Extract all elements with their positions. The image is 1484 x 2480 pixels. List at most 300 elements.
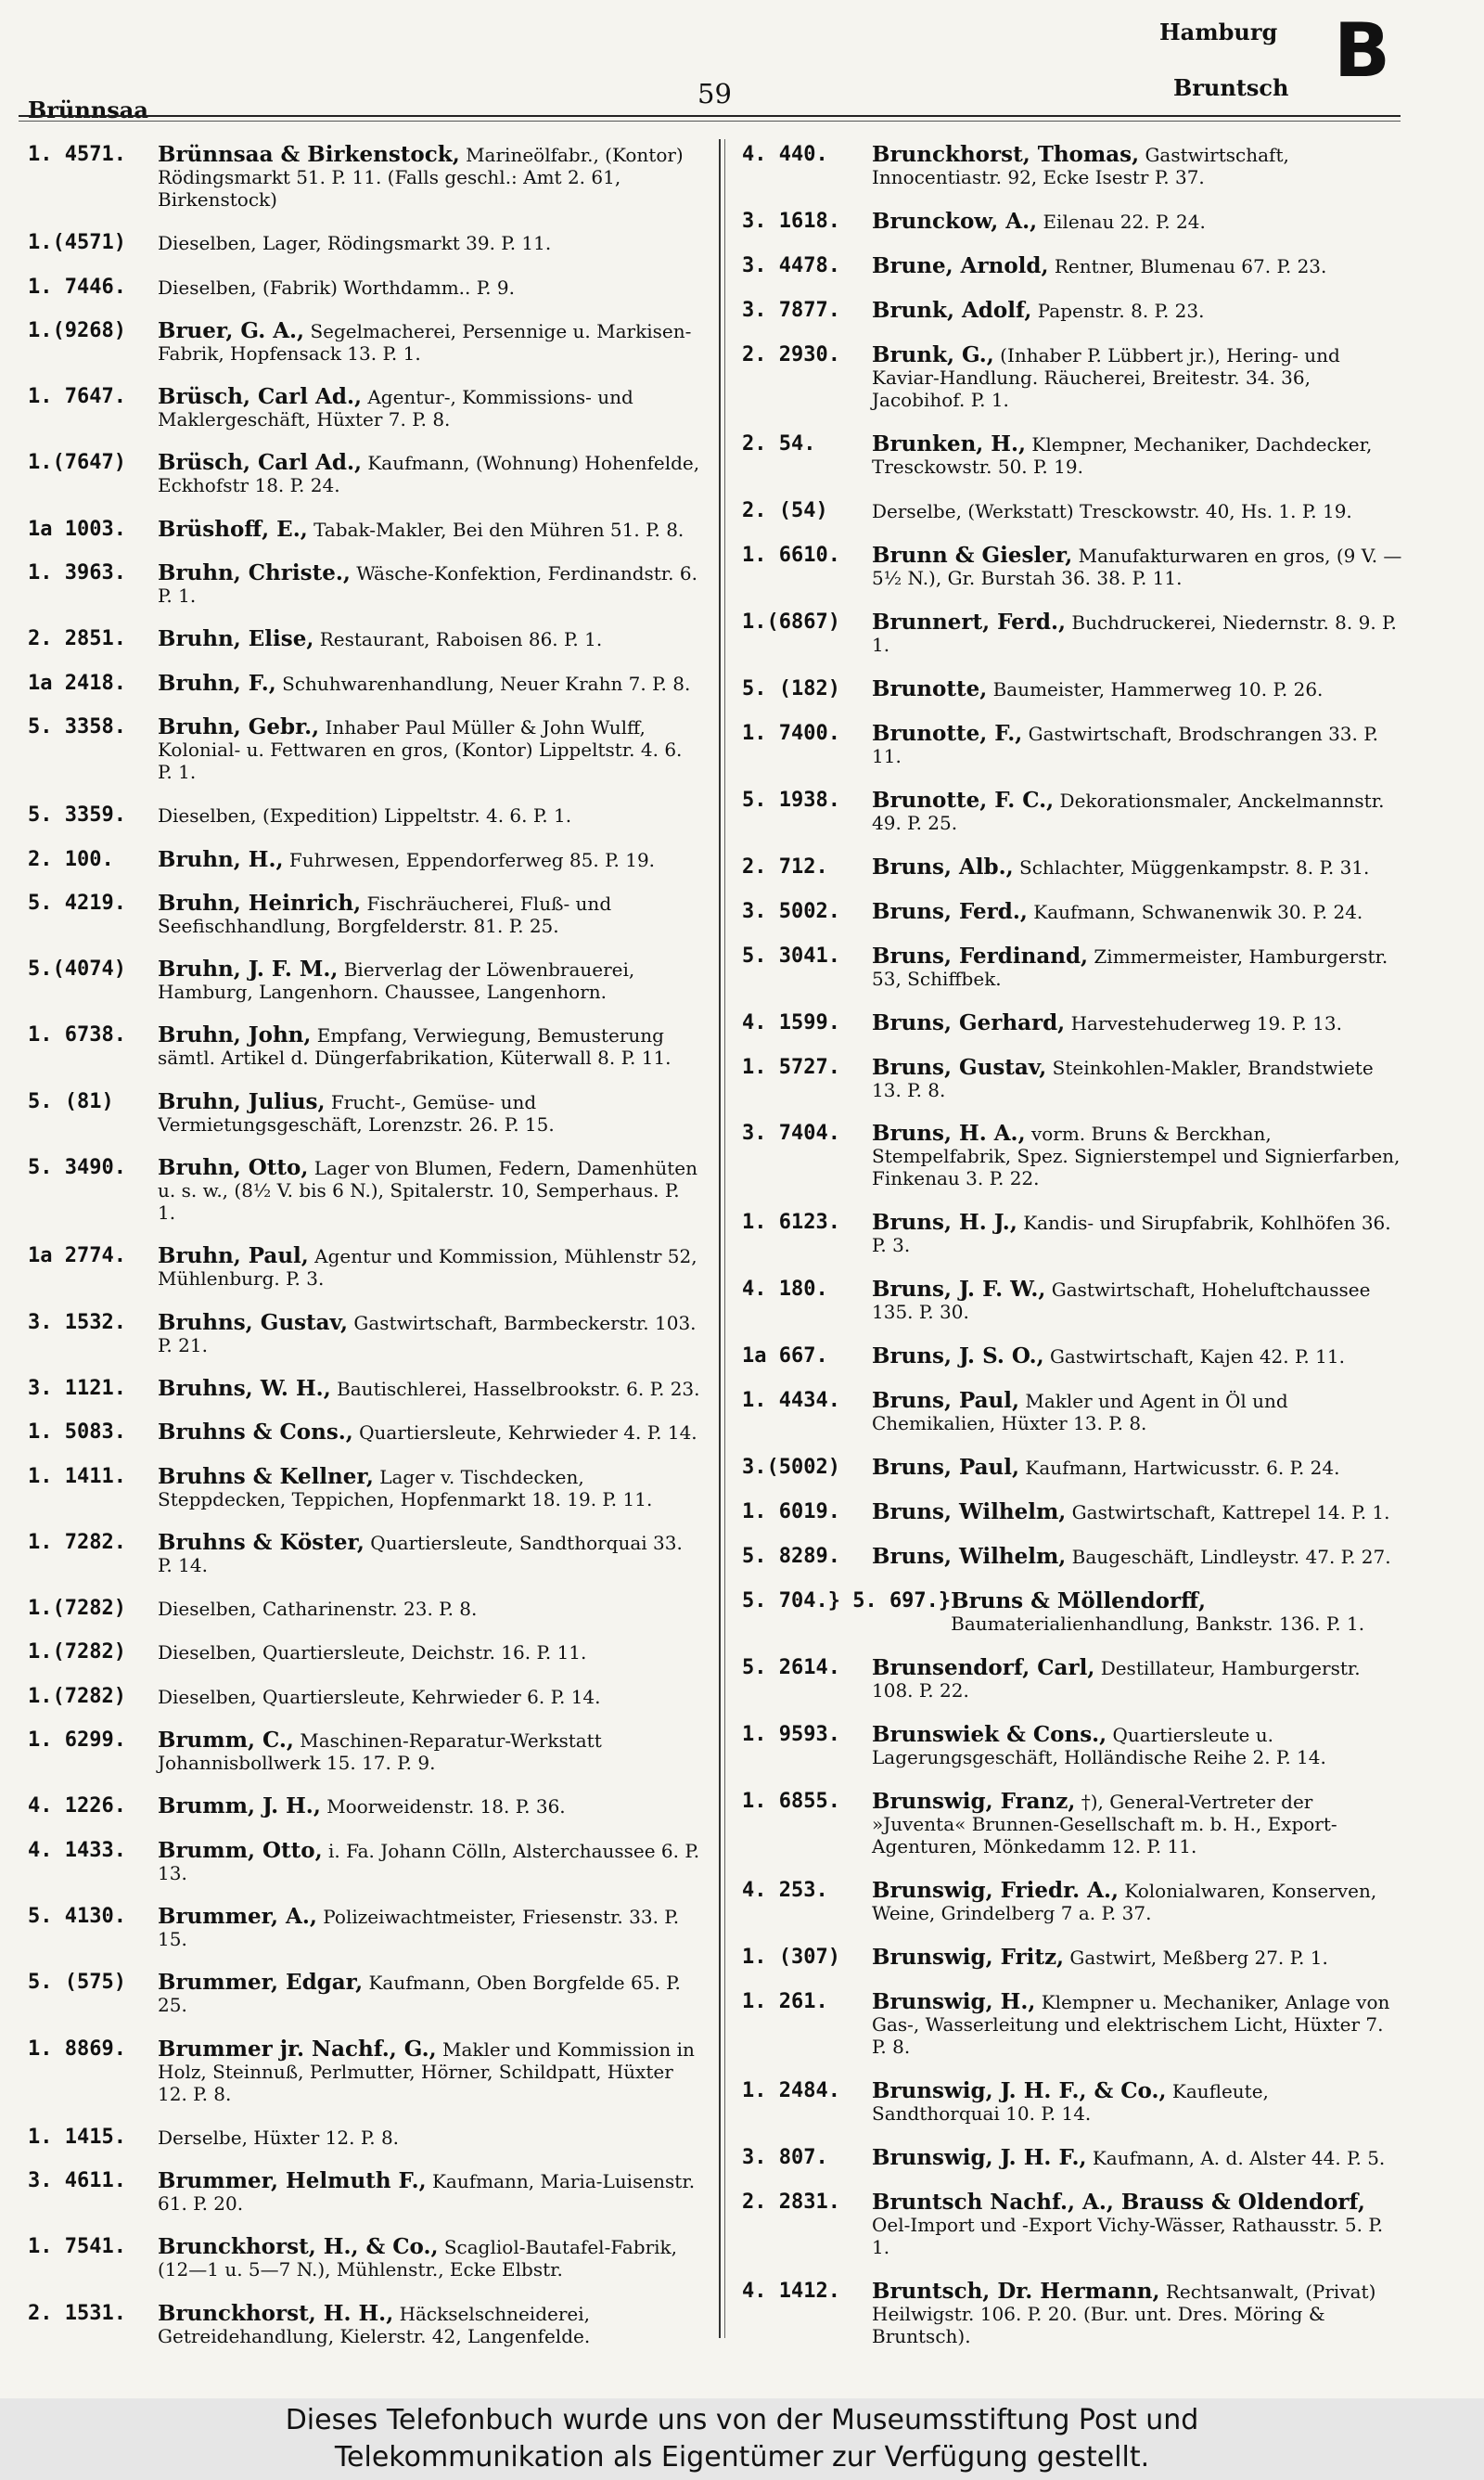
phone-number: 1. 7400. — [742, 721, 840, 745]
directory-entry — [742, 1880, 1402, 1924]
phone-number: 1.(6867) — [742, 610, 840, 634]
subscriber-details: Agentur-, Kommissions- und Maklergeschäft, Hüxter 7. P. 8. — [158, 386, 633, 431]
entry-body — [872, 542, 1402, 589]
subscriber-details: Makler und Agent in Öl und Chemikalien, Hüxter 13. P. 8. — [872, 1390, 1288, 1435]
entry-body — [872, 1279, 1402, 1323]
directory-entry — [28, 386, 700, 430]
directory-entry — [742, 1791, 1402, 1857]
entry-body — [872, 2080, 1402, 2125]
entry-body — [872, 856, 1402, 879]
subscriber-details: Oel-Import und -Export Vichy-Wässer, Rathausstr. 5. P. 1. — [872, 2213, 1384, 2258]
entry-body — [158, 1972, 700, 2016]
subscriber-details: Klempner u. Mechaniker, Anlage von Gas-, Wasserleitung und elektrischem Licht, Hüxter 7. P. 8. — [872, 1991, 1390, 2059]
directory-entry — [28, 958, 700, 1003]
subscriber-details: Dieselben, Quartiersleute, Kehrwieder 6. P. 14. — [158, 1685, 601, 1708]
phone-number: 1a 2418. — [28, 671, 126, 695]
directory-entry — [28, 516, 700, 542]
phone-number: 5. 1938. — [742, 788, 840, 812]
subscriber-details: Häckselschneiderei, Getreidehandlung, Kielerstr. 42, Langenfelde. — [158, 2302, 591, 2347]
subscriber-name: Bruhn, Heinrich, — [158, 890, 362, 916]
subscriber-details: Harvestehuderweg 19. P. 13. — [1070, 1011, 1342, 1034]
subscriber-details: Scagliol-Bautafel-Fabrik, (12—1 u. 5—7 N.), Mühlenstr., Ecke Elbstr. — [158, 2236, 678, 2281]
subscriber-name: Bruhn, John, — [158, 1022, 312, 1048]
directory-entry — [742, 945, 1402, 990]
subscriber-details: Kaufmann, A. d. Alster 44. P. 5. — [1092, 2146, 1386, 2169]
subscriber-name: Bruntsch, Dr. Hermann, — [872, 2278, 1160, 2304]
entry-body — [158, 452, 700, 496]
directory-entry — [28, 2300, 700, 2347]
subscriber-details: Moorweidenstr. 18. P. 36. — [326, 1795, 566, 1818]
phone-number: 5.(4074) — [28, 957, 126, 982]
phone-number: 3. 4478. — [742, 253, 840, 277]
subscriber-details: Gastwirtschaft, Brodschrangen 33. P. 11. — [872, 722, 1378, 767]
entry-body — [158, 958, 700, 1003]
subscriber-name: Bruhns & Kellner, — [158, 1463, 374, 1489]
directory-entry — [742, 144, 1402, 188]
subscriber-name: Brumm, C., — [158, 1728, 294, 1754]
subscriber-details: Eilenau 22. P. 24. — [1043, 210, 1206, 233]
subscriber-name: Bruns, H. A., — [872, 1121, 1026, 1147]
entry-body — [158, 2300, 700, 2347]
subscriber-details: i. Fa. Johann Cölln, Alsterchaussee 6. P. 13. — [158, 1839, 700, 1884]
subscriber-name: Brumm, J. H., — [158, 1793, 321, 1819]
subscriber-details: Steinkohlen-Makler, Brandstwiete 13. P. 8. — [872, 1056, 1374, 1101]
subscriber-name: Bruns & Möllendorff, — [951, 1588, 1206, 1614]
subscriber-details: Gastwirtschaft, Hoheluftchaussee 135. P. 30. — [872, 1279, 1371, 1324]
phone-number: 3. 5002. — [742, 899, 840, 923]
phone-number: 1. 2484. — [742, 2079, 840, 2102]
directory-entry — [742, 542, 1402, 589]
directory-entry — [742, 500, 1402, 522]
subscriber-name: Bruns, Wilhelm, — [872, 1499, 1067, 1525]
directory-entry — [28, 1375, 700, 1401]
directory-entry — [28, 1529, 700, 1576]
phone-number: 1.(7282) — [28, 1597, 126, 1621]
directory-entry — [28, 1157, 700, 1224]
entry-body — [158, 1729, 700, 1774]
subscriber-name: Brunnert, Ferd., — [872, 609, 1067, 635]
directory-entry — [28, 713, 700, 783]
entry-body — [872, 787, 1402, 834]
directory-entry — [28, 1088, 700, 1136]
phone-number: 4. 253. — [742, 1879, 828, 1903]
phone-number: 1a 1003. — [28, 517, 126, 541]
entry-body — [872, 1724, 1402, 1768]
directory-entry — [28, 804, 700, 827]
entry-body — [872, 720, 1402, 767]
phone-number: 1. 261. — [742, 1990, 828, 2014]
phone-number: 2. 2930. — [742, 342, 840, 366]
subscriber-name: Brunk, Adolf, — [872, 297, 1032, 323]
subscriber-name: Brunckhorst, H., & Co., — [158, 2234, 439, 2260]
directory-entry — [28, 2170, 700, 2215]
subscriber-name: Brünnsaa & Birkenstock, — [158, 142, 460, 167]
phone-number: 1.(7282) — [28, 1684, 126, 1708]
directory-entry — [28, 562, 700, 607]
entry-body — [872, 1991, 1402, 2058]
subscriber-name: Bruhns & Köster, — [158, 1529, 365, 1555]
subscriber-name: Brunswig, Franz, — [872, 1789, 1076, 1815]
directory-entry — [28, 1245, 700, 1290]
subscriber-name: Brüsch, Carl Ad., — [158, 450, 362, 476]
subscriber-details: Baumaterialienhandlung, Bankstr. 136. P. 1. — [951, 1613, 1365, 1636]
phone-number: 3. 7404. — [742, 1122, 840, 1146]
phone-number: 5. 4219. — [28, 891, 126, 915]
running-head-left: Brünnsaa — [28, 96, 148, 123]
subscriber-name: Brunotte, F., — [872, 720, 1023, 746]
subscriber-details: Derselbe, (Werkstatt) Tresckowstr. 40, Hs. 1. P. 19. — [872, 499, 1352, 522]
subscriber-details: Destillateur, Hamburgerstr. 108. P. 22. — [872, 1657, 1361, 1703]
subscriber-details: Rentner, Blumenau 67. P. 23. — [1054, 254, 1327, 277]
phone-number: 1. 7647. — [28, 385, 126, 409]
entry-body — [872, 252, 1402, 278]
subscriber-details: Segelmacherei, Persennige u. Markisen-Fabrik, Hopfensack 13. P. 1. — [158, 319, 692, 365]
subscriber-name: Bruhn, Julius, — [158, 1088, 326, 1114]
phone-number: 1. 1415. — [28, 2125, 126, 2149]
subscriber-name: Brüsch, Carl Ad., — [158, 384, 362, 410]
phone-number: 1. 5727. — [742, 1055, 840, 1079]
directory-entry — [742, 1657, 1402, 1702]
subscriber-name: Bruhns, Gustav, — [158, 1309, 349, 1335]
subscriber-details: Baugeschäft, Lindleystr. 47. P. 27. — [1071, 1546, 1391, 1569]
phone-number: 2. 54. — [742, 431, 816, 456]
subscriber-details: Restaurant, Raboisen 86. P. 1. — [319, 628, 603, 651]
entry-body — [872, 1880, 1402, 1924]
directory-entry — [742, 1054, 1402, 1101]
phone-number: 3.(5002) — [742, 1456, 840, 1480]
subscriber-name: Bruns, Alb., — [872, 854, 1014, 880]
subscriber-name: Bruhn, Gebr., — [158, 713, 320, 739]
subscriber-name: Bruns, Ferd., — [872, 898, 1028, 924]
directory-entry — [28, 1729, 700, 1774]
subscriber-details: Empfang, Verwiegung, Bemusterung sämtl. Artikel d. Düngerfabrikation, Küterwall 8. P. 11. — [158, 1024, 672, 1070]
subscriber-details: Kaufmann, Hartwicusstr. 6. P. 24. — [1025, 1457, 1340, 1480]
entry-body — [872, 675, 1402, 701]
subscriber-name: Brummer, Edgar, — [158, 1970, 364, 1996]
phone-number: 4. 180. — [742, 1278, 828, 1302]
subscriber-name: Brunswig, J. H. F., — [872, 2144, 1087, 2170]
directory-entry — [742, 1279, 1402, 1323]
subscriber-name: Brunk, G., — [872, 341, 994, 367]
subscriber-details: Dieselben, Quartiersleute, Deichstr. 16. P. 11. — [158, 1641, 587, 1664]
entry-body — [158, 804, 700, 827]
directory-entry — [742, 1009, 1402, 1035]
directory-entry — [28, 1972, 700, 2016]
subscriber-details: Fuhrwesen, Eppendorferweg 85. P. 19. — [288, 848, 656, 871]
entry-body — [872, 208, 1402, 234]
subscriber-details: Zimmermeister, Hamburgerstr. 53, Schiffbek. — [872, 944, 1388, 990]
entry-body — [158, 1088, 700, 1136]
footer-line-1: Dieses Telefonbuch wurde uns von der Museumsstiftung Post und — [285, 2404, 1199, 2436]
directory-entry — [742, 1390, 1402, 1434]
subscriber-details: Makler und Kommission in Holz, Steinnuß, Perlmutter, Hörner, Schildpatt, Hüxter 12. P. 8. — [158, 2037, 695, 2105]
entry-body — [872, 144, 1402, 188]
subscriber-name: Brummer jr. Nachf., G., — [158, 2036, 437, 2062]
subscriber-name: Brunotte, F. C., — [872, 787, 1055, 813]
subscriber-name: Bruhns, W. H., — [158, 1375, 331, 1401]
subscriber-details: Gastwirtschaft, Barmbeckerstr. 103. P. 21. — [158, 1311, 697, 1356]
subscriber-details: Manufakturwaren en gros, (9 V. — 5½ N.), Gr. Burstah 36. 38. P. 11. — [872, 544, 1402, 589]
subscriber-details: Schuhwarenhandlung, Neuer Krahn 7. P. 8. — [282, 672, 691, 695]
subscriber-name: Brunswiek & Cons., — [872, 1722, 1107, 1748]
header-rule-thin — [19, 121, 1401, 122]
entry-body — [872, 611, 1402, 656]
directory-entry — [28, 846, 700, 872]
subscriber-details: Kaufmann, Oben Borgfelde 65. P. 25. — [158, 1972, 681, 2017]
directory-entry — [742, 611, 1402, 656]
phone-number: 5. (182) — [742, 676, 840, 700]
subscriber-name: Brunsendorf, Carl, — [872, 1655, 1095, 1681]
entry-body — [872, 1657, 1402, 1702]
phone-number: 3. 1121. — [28, 1376, 126, 1400]
directory-entry — [742, 2278, 1402, 2347]
entry-body — [872, 1123, 1402, 1189]
phone-number: 3. 4611. — [28, 2169, 126, 2193]
subscriber-name: Bruhn, J. F. M., — [158, 957, 339, 983]
phone-number: 4. 1412. — [742, 2279, 840, 2303]
directory-entry — [28, 276, 700, 299]
entry-body — [158, 1837, 700, 1884]
phone-number: 5. (81) — [28, 1089, 114, 1113]
left-column — [28, 144, 700, 2347]
phone-number: 5. 3358. — [28, 714, 126, 739]
phone-number: 4. 1599. — [742, 1010, 840, 1034]
subscriber-name: Bruhns & Cons., — [158, 1420, 353, 1446]
directory-entry — [742, 1212, 1402, 1256]
subscriber-details: Gastwirt, Meßberg 27. P. 1. — [1069, 1947, 1328, 1970]
phone-number: 1. 5083. — [28, 1420, 126, 1445]
directory-entry — [742, 252, 1402, 278]
entry-body — [158, 276, 700, 299]
subscriber-name: Bruhn, Paul, — [158, 1243, 309, 1269]
directory-entry — [28, 890, 700, 937]
directory-entry — [28, 2127, 700, 2149]
directory-entry — [742, 1501, 1402, 1523]
phone-number: 5. 8289. — [742, 1545, 840, 1569]
phone-number: 1. 3963. — [28, 561, 126, 585]
entry-body — [158, 317, 700, 365]
subscriber-name: Bruns, Paul, — [872, 1388, 1020, 1414]
directory-entry — [28, 144, 700, 211]
subscriber-name: Bruer, G. A., — [158, 317, 305, 343]
entry-body — [158, 1463, 700, 1510]
directory-entry — [742, 341, 1402, 411]
subscriber-details: Lager v. Tischdecken, Steppdecken, Teppichen, Hopfenmarkt 18. 19. P. 11. — [158, 1465, 653, 1510]
subscriber-name: Brüshoff, E., — [158, 516, 308, 542]
phone-number: 4. 1433. — [28, 1838, 126, 1862]
entry-body — [872, 500, 1402, 522]
footer-line-2: Telekommunikation als Eigentümer zur Verfügung gestellt. — [334, 2441, 1150, 2474]
subscriber-details: Klempner, Mechaniker, Dachdecker, Tresckowstr. 50. P. 19. — [872, 432, 1373, 478]
phone-number: 1. 6299. — [28, 1728, 126, 1753]
subscriber-name: Brunswig, Fritz, — [872, 1945, 1065, 1971]
directory-entry — [28, 1421, 700, 1444]
subscriber-name: Brunckhorst, H. H., — [158, 2300, 394, 2326]
subscriber-name: Brunswig, J. H. F., & Co., — [872, 2078, 1167, 2103]
phone-number: 1. 7541. — [28, 2235, 126, 2259]
entry-body — [872, 1791, 1402, 1857]
directory-entry — [742, 720, 1402, 767]
entry-body — [158, 1375, 700, 1401]
running-head-right: Bruntsch — [1173, 74, 1289, 101]
phone-number: 2. 2851. — [28, 627, 126, 651]
entry-body — [872, 1947, 1402, 1969]
subscriber-name: Brunotte, — [872, 675, 988, 701]
subscriber-name: Bruns, H. J., — [872, 1210, 1017, 1236]
running-head-city: Hamburg — [1159, 19, 1278, 45]
entry-body — [872, 297, 1402, 323]
entry-body — [872, 341, 1402, 411]
entry-body — [158, 1686, 700, 1708]
phone-number: 1.(4571) — [28, 231, 126, 255]
subscriber-details: Frucht-, Gemüse- und Vermietungsgeschäft, Lorenzstr. 26. P. 15. — [158, 1090, 555, 1136]
phone-number: 5. 2614. — [742, 1656, 840, 1680]
phone-number: 2. 2831. — [742, 2190, 840, 2214]
subscriber-details: Quartiersleute u. Lagerungsgeschäft, Holländische Reihe 2. P. 14. — [872, 1724, 1326, 1769]
subscriber-name: Brummer, Helmuth F., — [158, 2168, 427, 2194]
entry-body — [872, 1501, 1402, 1523]
directory-entry — [28, 2236, 700, 2281]
directory-entry — [742, 1546, 1402, 1568]
subscriber-details: Bautischlerei, Hasselbrookstr. 6. P. 23. — [337, 1377, 700, 1400]
directory-entry — [742, 1947, 1402, 1969]
phone-number: 1. 6019. — [742, 1500, 840, 1524]
phone-number: 5. 3359. — [28, 803, 126, 828]
subscriber-details: Fischräucherei, Fluß- und Seefischhandlung, Borgfelderstr. 81. P. 25. — [158, 892, 612, 937]
directory-entry — [28, 1024, 700, 1069]
entry-body — [872, 1390, 1402, 1434]
phone-number: 5. 4130. — [28, 1904, 126, 1928]
subscriber-name: Brunckhorst, Thomas, — [872, 142, 1140, 167]
phone-number: 2. (54) — [742, 498, 828, 522]
subscriber-name: Bruns, Wilhelm, — [872, 1544, 1067, 1570]
phone-number: 1a 667. — [742, 1344, 828, 1368]
page-number: 59 — [697, 78, 732, 109]
subscriber-details: vorm. Bruns & Berckhan, Stempelfabrik, Spez. Signierstempel und Signierfarben, Finkenau 3. P. 22. — [872, 1123, 1401, 1190]
directory-entry — [742, 2144, 1402, 2170]
directory-entry — [742, 1123, 1402, 1189]
entry-body — [872, 1345, 1402, 1368]
subscriber-details: Dieselben, (Expedition) Lippeltstr. 4. 6. P. 1. — [158, 804, 572, 828]
entry-body — [158, 2236, 700, 2281]
phone-number: 1. 6610. — [742, 543, 840, 567]
phone-number: 1a 2774. — [28, 1244, 126, 1268]
subscriber-name: Bruhn, Otto, — [158, 1155, 309, 1181]
subscriber-name: Bruhn, Christe., — [158, 560, 351, 586]
footer-notice — [0, 2398, 1484, 2480]
directory-entry — [742, 2191, 1402, 2258]
directory-entry — [28, 670, 700, 696]
entry-body — [158, 386, 700, 430]
directory-entry — [28, 1795, 700, 1818]
subscriber-name: Brune, Arnold, — [872, 252, 1049, 278]
subscriber-details: Bierverlag der Löwenbrauerei, Hamburg, Langenhorn. Chaussee, Langenhorn. — [158, 958, 635, 1004]
entry-body — [158, 1309, 700, 1356]
phone-number: 1.(9268) — [28, 318, 126, 342]
directory-entry — [742, 787, 1402, 834]
directory-entry — [28, 1837, 700, 1884]
phone-number: 3. 807. — [742, 2145, 828, 2169]
phone-number: 1. 7282. — [28, 1530, 126, 1554]
subscriber-details: Kolonialwaren, Konserven, Weine, Grindelberg 7 a. P. 37. — [872, 1880, 1377, 1925]
directory-entry — [28, 1309, 700, 1356]
subscriber-details: Derselbe, Hüxter 12. P. 8. — [158, 2126, 400, 2149]
subscriber-details: Marineölfabr., (Kontor) Rödingsmarkt 51. P. 11. (Falls geschl.: Amt 2. 61, Birkenstock) — [158, 144, 684, 211]
subscriber-name: Brunken, H., — [872, 430, 1027, 456]
subscriber-name: Bruns, Paul, — [872, 1455, 1020, 1481]
phone-number: 1. 1411. — [28, 1464, 126, 1488]
phone-number: 5. 704.} 5. 697.} — [742, 1589, 952, 1613]
entry-body — [872, 1054, 1402, 1101]
directory-entry — [742, 1345, 1402, 1368]
directory-entry — [742, 430, 1402, 478]
subscriber-name: Bruns, J. S. O., — [872, 1343, 1044, 1369]
subscriber-details: Wäsche-Konfektion, Ferdinandstr. 6. P. 1. — [158, 562, 697, 608]
directory-entry — [28, 317, 700, 365]
directory-entry — [742, 1457, 1402, 1479]
subscriber-details: (Inhaber P. Lübbert jr.), Hering- und Kaviar-Handlung. Räucherei, Breitestr. 34. 36, Jacobihof. P. 1. — [872, 343, 1340, 411]
entry-body — [158, 516, 700, 542]
column-divider-thin — [724, 139, 725, 2338]
directory-entry — [28, 1903, 700, 1950]
subscriber-details: Maschinen-Reparatur-Werkstatt Johannisbollwerk 15. 17. P. 9. — [158, 1729, 602, 1775]
phone-number: 4. 440. — [742, 143, 828, 166]
directory-entry — [28, 628, 700, 650]
directory-entry — [742, 1991, 1402, 2058]
phone-number: 2. 1531. — [28, 2301, 126, 2325]
subscriber-name: Bruhn, H., — [158, 846, 284, 872]
entry-body — [158, 1421, 700, 1444]
entry-body — [158, 1024, 700, 1069]
phone-number: 3. 7877. — [742, 298, 840, 322]
phone-number: 1. 4434. — [742, 1389, 840, 1413]
subscriber-details: Quartiersleute, Sandthorquai 33. P. 14. — [158, 1531, 683, 1576]
entry-body — [872, 1009, 1402, 1035]
entry-body — [158, 1157, 700, 1224]
entry-body — [158, 562, 700, 607]
entry-body — [158, 846, 700, 872]
entry-body — [158, 1245, 700, 1290]
directory-entry — [28, 452, 700, 496]
subscriber-details: Quartiersleute, Kehrwieder 4. P. 14. — [359, 1421, 697, 1445]
subscriber-details: †), General-Vertreter der »Juventa« Brunnen-Gesellschaft m. b. H., Export-Agenturen, Mönkedamm 12. P. 11. — [872, 1791, 1337, 1858]
subscriber-name: Bruntsch Nachf., A., Brauss & Oldendorf, — [872, 2189, 1365, 2215]
phone-number: 3. 1532. — [28, 1310, 126, 1334]
subscriber-details: Dekorationsmaler, Anckelmannstr. 49. P. 25. — [872, 789, 1385, 834]
entry-body — [872, 2191, 1402, 2258]
phone-number: 1.(7647) — [28, 451, 126, 475]
phone-number: 5. 3041. — [742, 944, 840, 968]
directory-entry — [742, 1590, 1402, 1635]
subscriber-details: Tabak-Makler, Bei den Mühren 51. P. 8. — [313, 518, 684, 541]
subscriber-details: Dieselben, Lager, Rödingsmarkt 39. P. 11. — [158, 232, 552, 255]
directory-entry — [742, 208, 1402, 234]
subscriber-details: Kaufmann, Maria-Luisenstr. 61. P. 20. — [158, 2170, 696, 2216]
entry-body — [872, 1457, 1402, 1479]
directory-entry — [28, 232, 700, 254]
phone-number: 1. 8869. — [28, 2037, 126, 2061]
column-divider — [719, 139, 721, 2338]
phone-number: 3. 1618. — [742, 209, 840, 233]
subscriber-details: Agentur und Kommission, Mühlenstr 52, Mühlenburg. P. 3. — [158, 1245, 697, 1291]
phone-number: 1. 6123. — [742, 1211, 840, 1235]
entry-body — [158, 1903, 700, 1950]
subscriber-details: Gastwirtschaft, Kattrepel 14. P. 1. — [1071, 1501, 1390, 1524]
entry-body — [872, 945, 1402, 990]
directory-entry — [742, 898, 1402, 924]
entry-body — [872, 2278, 1402, 2347]
subscriber-details: Gastwirtschaft, Kajen 42. P. 11. — [1049, 1345, 1345, 1368]
